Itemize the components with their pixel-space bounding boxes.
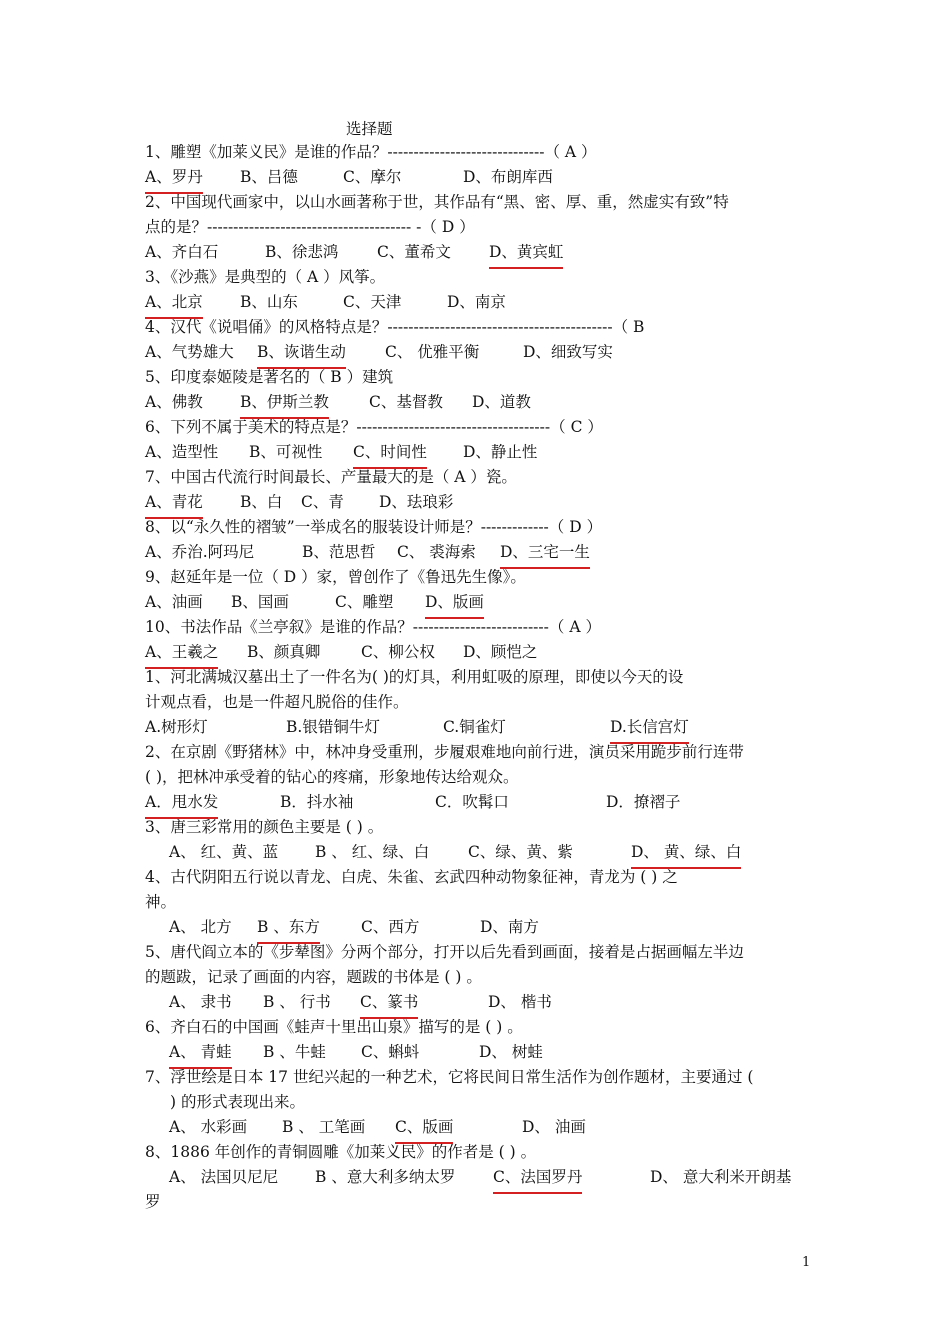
option-d: D、 黄、绿、白 [631, 840, 741, 869]
option-d: D、 油画 [522, 1118, 586, 1136]
option-a: A、 青蛙 [169, 1040, 232, 1069]
option-d: D、静止性 [463, 443, 538, 461]
option-a: A、王羲之 [145, 640, 218, 669]
option-c: C、摩尔 [343, 168, 402, 186]
option-c: C、董希文 [377, 243, 451, 261]
part2-question-1-text: 1、河北满城汉墓出土了一件名为( )的灯具，利用虹吸的原理，即使以今天的设 [145, 668, 684, 686]
option-c: C、西方 [361, 918, 420, 936]
option-c: C、法国罗丹 [493, 1165, 582, 1194]
option-c: C.铜雀灯 [443, 718, 506, 736]
option-b: B.银错铜牛灯 [286, 718, 380, 736]
question-3-text: 3、《沙燕》是典型的（ A ）风筝。 [145, 268, 386, 286]
option-a: A、齐白石 [145, 243, 219, 261]
option-b: B、可视性 [249, 443, 323, 461]
question-7-text: 7、中国古代流行时间最长、产量最大的是（ A ）瓷。 [145, 468, 517, 486]
option-b: B、国画 [231, 593, 289, 611]
option-d: D、南方 [480, 918, 539, 936]
part2-question-6-text: 6、齐白石的中国画《蛙声十里出山泉》描写的是 ( ) 。 [145, 1018, 523, 1036]
option-c: C、 优雅平衡 [385, 343, 480, 361]
option-b: B 、 行书 [263, 993, 331, 1011]
page-title: 选择题 [346, 120, 393, 138]
question-1-text: 1、雕塑《加莱义民》是谁的作品？------------------------------（ A ） [145, 143, 597, 161]
option-b: B、伊斯兰教 [240, 390, 329, 419]
part2-question-4-text: 4、古代阴阳五行说以青龙、白虎、朱雀、玄武四种动物象征神，青龙为 ( ) 之 [145, 868, 678, 886]
option-d: D、 意大利米开朗基 [650, 1168, 792, 1186]
option-b: B、颜真卿 [247, 643, 321, 661]
option-b: B、白 [240, 493, 283, 511]
option-a: A、 水彩画 [169, 1118, 248, 1136]
option-d: D、布朗库西 [463, 168, 553, 186]
option-a: A、气势雄大 [145, 343, 234, 361]
question-10-text: 10、书法作品《兰亭叙》是谁的作品？--------------------------（ A ） [145, 618, 601, 636]
question-4-text: 4、汉代《说唱俑》的风格特点是？-------------------------------------------（ B [145, 318, 645, 336]
question-8-text: 8、以“永久性的褶皱”一举成名的服装设计师是？-------------（ D ） [145, 518, 603, 536]
option-d: D、细致写实 [523, 343, 613, 361]
option-b: B、诙谐生动 [257, 340, 346, 369]
option-d: D、 树蛙 [479, 1043, 543, 1061]
option-a: A、 红、黄、蓝 [169, 843, 279, 861]
option-c: C、青 [301, 493, 344, 511]
option-a: A、造型性 [145, 443, 219, 461]
option-c: C、基督教 [369, 393, 443, 411]
question-2-text: 2、中国现代画家中，以山水画著称于世，其作品有“黑、密、厚、重，然虚实有致”特 [145, 193, 729, 211]
option-d: D.长信宫灯 [610, 715, 689, 744]
option-b: B 、意大利多纳太罗 [315, 1168, 456, 1186]
option-d: D、道教 [472, 393, 531, 411]
option-b: B．抖水袖 [280, 793, 354, 811]
option-c: C、柳公权 [361, 643, 435, 661]
part2-question-4-text-cont: 神。 [145, 893, 177, 911]
option-c: C、蝌蚪 [361, 1043, 420, 1061]
part2-question-5-text-cont: 的题跋，记录了画面的内容，题跋的书体是 ( ) 。 [145, 968, 482, 986]
option-a: A、 北方 [169, 918, 232, 936]
part2-question-8-text: 8、1886 年创作的青铜圆雕《加莱义民》的作者是 ( ) 。 [145, 1143, 537, 1161]
option-b: B、徐悲鸿 [265, 243, 339, 261]
option-a: A、油画 [145, 593, 203, 611]
option-c: C、 裘海索 [397, 543, 476, 561]
page-number: 1 [802, 1255, 811, 1270]
part2-question-5-text: 5、唐代阎立本的《步辇图》分两个部分，打开以后先看到画面，接着是占据画幅左半边 [145, 943, 744, 961]
option-b: B、吕德 [240, 168, 298, 186]
option-a: A、青花 [145, 490, 203, 519]
option-a: A、佛教 [145, 393, 203, 411]
option-c: C、雕塑 [335, 593, 394, 611]
option-d: D、顾恺之 [463, 643, 538, 661]
option-a: A、乔治.阿玛尼 [145, 543, 255, 561]
option-a: A、罗丹 [145, 165, 203, 194]
option-a: A、 法国贝尼尼 [169, 1168, 279, 1186]
part2-question-3-text: 3、唐三彩常用的颜色主要是 ( ) 。 [145, 818, 384, 836]
option-c: C、时间性 [353, 440, 427, 469]
question-6-text: 6、下列不属于美术的特点是？-------------------------------------（ C ） [145, 418, 603, 436]
option-c: C、天津 [343, 293, 402, 311]
question-9-text: 9、赵延年是一位（ D ）家，曾创作了《鲁迅先生像》。 [145, 568, 526, 586]
part2-question-8-option-wrap: 罗 [145, 1193, 161, 1211]
option-b: B、山东 [240, 293, 298, 311]
option-b: B、范思哲 [302, 543, 376, 561]
option-a: A、北京 [145, 290, 203, 319]
option-d: D、南京 [447, 293, 506, 311]
option-d: D、黄宾虹 [489, 240, 563, 269]
option-d: D、版画 [425, 590, 484, 619]
part2-question-2-text: 2、在京剧《野猪林》中，林冲身受重刑，步履艰难地向前行进，演员采用跪步前行连带 [145, 743, 744, 761]
option-d: D、 楷书 [488, 993, 552, 1011]
option-a: A．甩水发 [145, 790, 218, 819]
option-c: C、绿、黄、紫 [468, 843, 573, 861]
option-b: B 、 红、绿、白 [315, 843, 430, 861]
part2-question-2-text-cont: ( )，把林冲承受着的钻心的疼痛，形象地传达给观众。 [145, 768, 519, 786]
question-2-text-cont: 点的是？--------------------------------------- -（ D ） [145, 218, 475, 236]
option-d: D、三宅一生 [500, 540, 590, 569]
part2-question-7-text: 7、浮世绘是日本 17 世纪兴起的一种艺术，它将民间日常生活作为创作题材，主要通过 ( [145, 1068, 754, 1086]
option-d: D、珐琅彩 [379, 493, 454, 511]
option-a: A.树形灯 [145, 718, 208, 736]
option-b: B 、 工笔画 [282, 1118, 366, 1136]
option-c: C．吹髯口 [435, 793, 509, 811]
part2-question-1-text-cont: 计观点看，也是一件超凡脱俗的佳作。 [145, 693, 409, 711]
option-b: B 、牛蛙 [263, 1043, 326, 1061]
option-a: A、 隶书 [169, 993, 232, 1011]
option-d: D．撩褶子 [606, 793, 681, 811]
part2-question-7-text-cont: ) 的形式表现出来。 [170, 1093, 305, 1111]
option-c: C、版画 [395, 1115, 453, 1144]
option-c: C、篆书 [360, 990, 418, 1019]
question-5-text: 5、印度泰姬陵是著名的（ B ）建筑 [145, 368, 394, 386]
option-b: B 、东方 [257, 915, 320, 944]
